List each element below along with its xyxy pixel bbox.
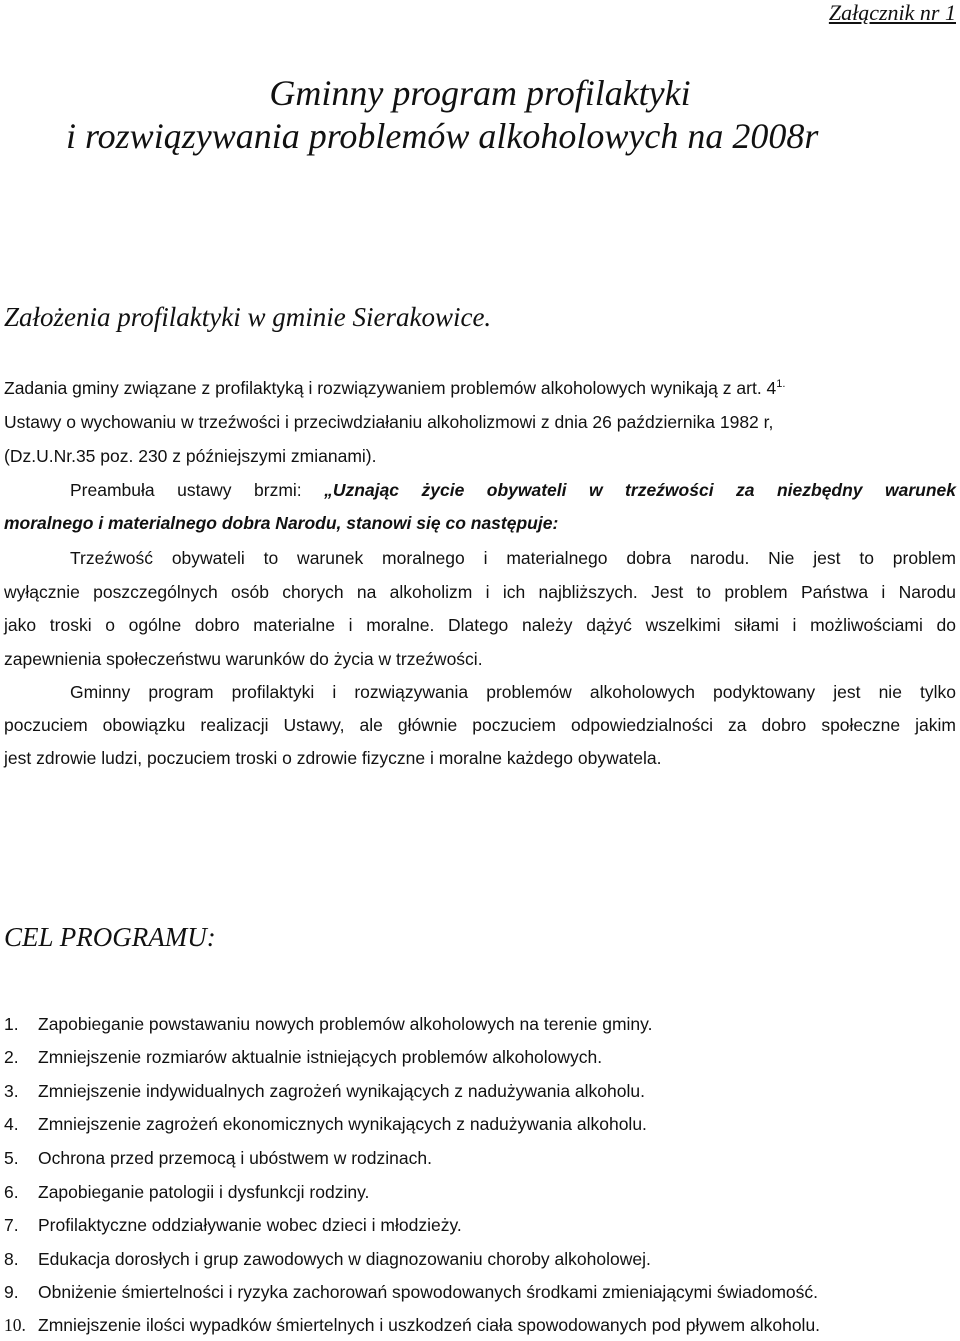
- preamble-quote-start: „Uznając życie obywateli w trzeźwości za niezbędny warunek: [324, 480, 956, 500]
- paragraph-legal-basis-line-1: [4, 378, 785, 399]
- goal-item-9: 9. Obniżenie śmiertelności i ryzyka zachorowań spowodowanych środkami zmieniającymi świadomość.: [4, 1282, 819, 1302]
- goal-item-5: 5. Ochrona przed przemocą i ubóstwem w rodzinach.: [4, 1148, 432, 1168]
- legal-basis-text: Zadania gminy związane z profilaktyką i rozwiązywaniem problemów alkoholowych wynikają z art. 4: [4, 378, 777, 398]
- sobriety-paragraph-line-4: zapewnienia społeczeństwu warunków do życia w trzeźwości.: [4, 649, 483, 669]
- goals-heading: CEL PROGRAMU:: [4, 922, 216, 952]
- preamble-intro: Preambuła ustawy brzmi:: [70, 480, 325, 500]
- document-title-line-1: Gminny program profilaktyki: [269, 73, 691, 113]
- preamble-line-1: [4, 480, 956, 501]
- assumptions-heading: Założenia profilaktyki w gminie Sierakowice.: [4, 302, 492, 332]
- goal-item-8: 8. Edukacja dorosłych i grup zawodowych w diagnozowaniu choroby alkoholowej.: [4, 1249, 651, 1269]
- footnote-superscript: 1.: [776, 378, 786, 391]
- sobriety-paragraph-line-3: jako troski o ogólne dobro materialne i moralne. Dlatego należy dążyć wszelkimi siłami i możliwościami do: [4, 615, 956, 635]
- document-title-line-2: i rozwiązywania problemów alkoholowych na 2008r: [66, 116, 819, 156]
- goal-item-10: 10. Zmniejszenie ilości wypadków śmiertelnych i uszkodzeń ciała spowodowanych pod pływem alkoholu.: [4, 1315, 821, 1335]
- program-paragraph-line-1: Gminny program profilaktyki i rozwiązywania problemów alkoholowych podyktowany jest nie tylko: [70, 682, 956, 702]
- goal-item-2: 2. Zmniejszenie rozmiarów aktualnie istniejących problemów alkoholowych.: [4, 1047, 603, 1067]
- sobriety-paragraph-line-2: wyłącznie poszczególnych osób chorych na alkoholizm i ich najbliższych. Jest to problem Państwa i Narodu: [4, 582, 956, 602]
- goal-item-3: 3. Zmniejszenie indywidualnych zagrożeń wynikających z nadużywania alkoholu.: [4, 1081, 645, 1101]
- program-paragraph-line-3: jest zdrowie ludzi, poczuciem troski o zdrowie fizyczne i moralne każdego obywatela.: [4, 748, 662, 768]
- sobriety-paragraph-line-1: Trzeźwość obywateli to warunek moralnego i materialnego dobra narodu. Nie jest to problem: [70, 548, 956, 568]
- goal-item-4: 4. Zmniejszenie zagrożeń ekonomicznych wynikających z nadużywania alkoholu.: [4, 1114, 647, 1134]
- preamble-quote-line-2: moralnego i materialnego dobra Narodu, stanowi się co następuje:: [4, 513, 559, 533]
- annex-label: Załącznik nr 1: [828, 0, 956, 25]
- goal-item-6: 6. Zapobieganie patologii i dysfunkcji rodziny.: [4, 1182, 370, 1202]
- goal-item-1: 1. Zapobieganie powstawaniu nowych problemów alkoholowych na terenie gminy.: [4, 1014, 653, 1034]
- goal-item-7: 7. Profilaktyczne oddziaływanie wobec dzieci i młodzieży.: [4, 1215, 462, 1235]
- paragraph-legal-basis-line-2: Ustawy o wychowaniu w trzeźwości i przeciwdziałaniu alkoholizmowi z dnia 26 października 1982 r,: [4, 412, 774, 432]
- program-paragraph-line-2: poczuciem obowiązku realizacji Ustawy, ale głównie poczuciem odpowiedzialności za dobro społeczne jakim: [4, 715, 956, 735]
- paragraph-legal-basis-line-3: (Dz.U.Nr.35 poz. 230 z późniejszymi zmianami).: [4, 446, 377, 466]
